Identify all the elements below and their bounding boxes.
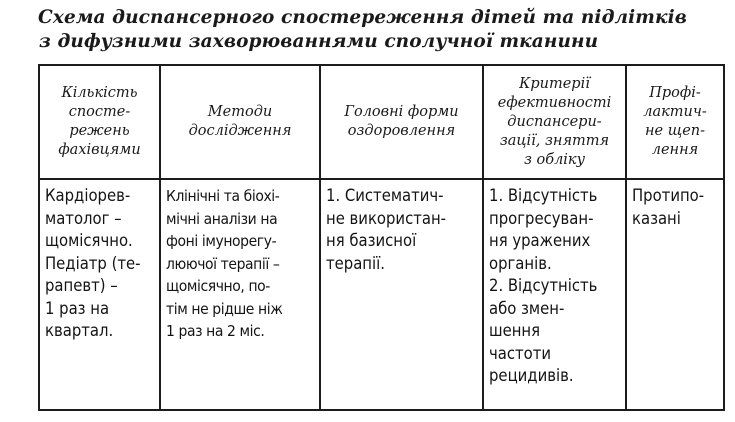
text-line: або змен- [489,298,565,318]
text-line: рецидивів. [489,366,574,385]
text-line: ефективності [497,94,612,111]
text-line: казані [632,208,681,228]
cell-criteria [483,179,626,410]
text-line: спосте- [68,104,131,120]
text-line: дослідження [188,123,292,139]
text-line: частоти [489,343,552,363]
text-line: Методи [207,104,273,120]
text-line: лення [651,142,699,158]
text-line: Клінічні та біохі- [166,187,280,205]
table-row [39,179,724,410]
text-line: матолог – [45,208,122,228]
text-line: фахівцями [58,142,141,158]
text-line: тім не рідше ніж [166,299,283,318]
text-line: рапевт) – [45,276,118,295]
table-caption [38,6,687,54]
text-line: ня уражених [489,231,591,250]
text-line: шення [489,321,541,340]
header-row [39,65,724,179]
text-line: Кардіорев- [45,186,131,205]
text-line: терапії. [326,253,385,273]
text-line: щомісячно. [45,231,133,250]
text-line: не використан- [326,208,447,228]
caption-line-1: Схема диспансерного спостереження дітей та підлітків [38,7,687,28]
text-line: люючої терапії – [166,254,280,273]
text-line: зації, зняття [499,132,610,149]
text-line: лактич- [643,104,707,120]
text-line: Критерії [519,75,590,92]
text-line: Протипо- [632,186,705,205]
text-line: Головні форми [344,104,459,120]
text-line: 1 раз на [45,298,110,318]
text-line: квартал. [45,321,114,340]
text-line: оздоровлення [347,123,456,139]
text-line: 1 раз на 2 міс. [166,322,265,340]
header-specialists [39,65,160,179]
header-methods [160,65,320,179]
header-health-forms [320,65,483,179]
cell-methods [160,179,320,410]
cell-health-forms [320,179,483,410]
observation-table [38,64,725,411]
text-line: 1. Відсутність [489,186,598,205]
text-line: режень [69,123,130,139]
text-line: 2. Відсутність [489,276,598,295]
text-line: фоні імунорегу- [166,232,277,250]
text-line: з обліку [523,151,586,168]
text-line: органів. [489,253,552,273]
caption-line-2: з дифузними захворюваннями сполучної тканини [39,31,599,52]
header-criteria [483,65,626,179]
text-line: щомісячно, по- [166,277,270,295]
text-line: не щеп- [644,123,706,139]
text-line: прогресуван- [489,208,594,228]
text-line: Кількість [61,85,138,101]
text-line: ня базисної [326,231,417,250]
cell-specialists [39,179,160,410]
text-line: Профі- [649,85,701,101]
header-vaccination [626,65,724,179]
text-line: диспансери- [507,113,602,130]
text-line: Педіатр (те- [45,253,141,273]
text-line: мічні аналізи на [166,209,278,228]
text-line: 1. Систематич- [326,186,444,205]
cell-vaccination [626,179,724,410]
